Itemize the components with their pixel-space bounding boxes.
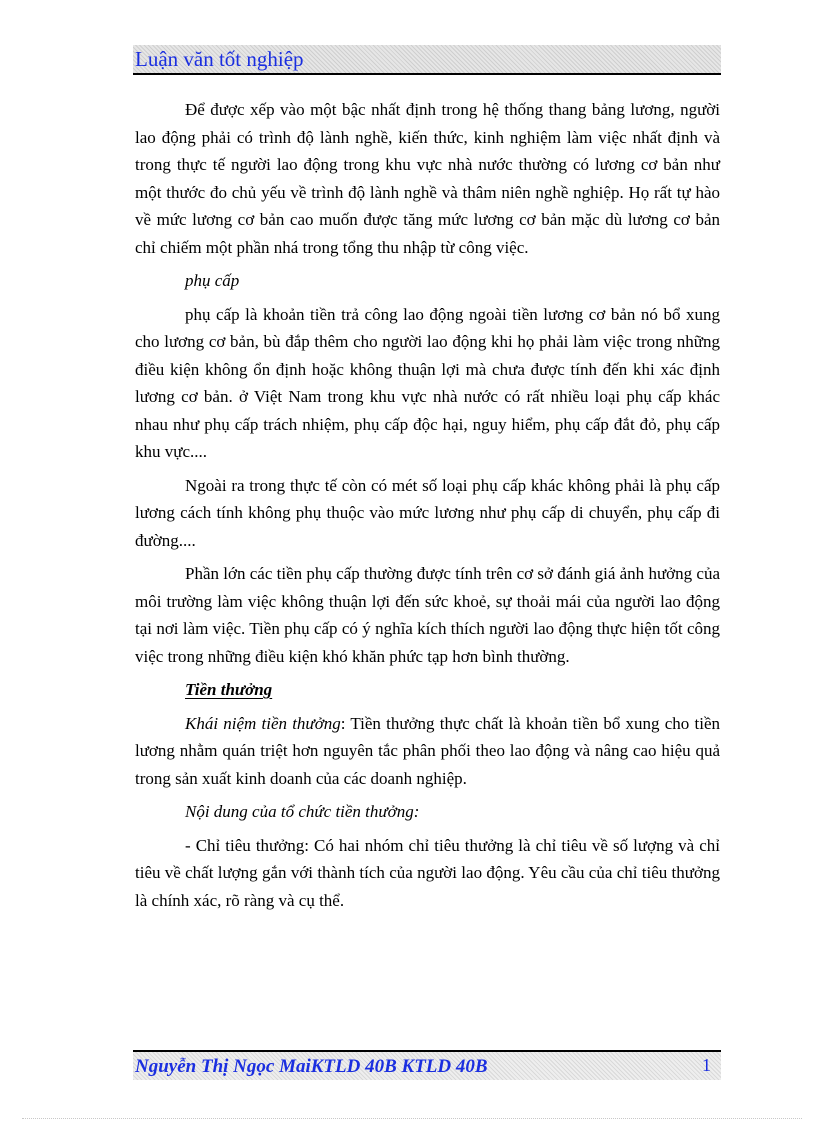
- paragraph-luong-co-ban: Để được xếp vào một bậc nhất định trong hệ thống thang bảng lương, người lao động phải có trình độ lành nghề, kiến thức, kinh nghiệm làm việc nhất định và trong thực tế người lao động trong khu vực nhà nước thường có lương cơ bản như một thước đo chủ yếu về trình độ lành nghề và thâm niên nghề nghiệp. Họ rất tự hào về mức lương cơ bản cao muốn được tăng mức lương cơ bản mặc dù lương cơ bản chỉ chiếm một phần nhá trong tổng thu nhập từ công việc.: [135, 100, 720, 257]
- heading-phu-cap: phụ cấp: [185, 271, 240, 290]
- page-header: [133, 45, 721, 75]
- paragraph-tien-thuong-concept: [135, 710, 720, 793]
- footer-author: Nguyễn Thị Ngọc MaiKTLD 40B KTLD 40B: [135, 1056, 488, 1077]
- page-bottom-edge: [22, 1118, 802, 1119]
- paragraph-phu-cap-other: Ngoài ra trong thực tế còn có mét số loại phụ cấp khác không phải là phụ cấp lương cách tính không phụ thuộc vào mức lương như phụ cấp di chuyển, phụ cấp đi đường....: [135, 475, 720, 550]
- paragraph-phu-cap-definition: phụ cấp là khoản tiền trả công lao động ngoài tiền lương cơ bản nó bổ xung cho lương cơ bản, bù đắp thêm cho người lao động khi họ phải làm việc trong những điều kiện không ổn định hoặc không thuận lợi mà chưa được tính đến khi xác định lương cơ bản. ở Việt Nam trong khu vực nhà nước có rất nhiều loại phụ cấp khác nhau như phụ cấp trách nhiệm, phụ cấp độc hại, nguy hiểm, phụ cấp đắt đỏ, phụ cấp khu vực....: [135, 304, 720, 461]
- header-title: Luận văn tốt nghiệp: [135, 47, 304, 71]
- concept-text: : Tiền thưởng thực chất là khoản tiền bổ xung cho tiền lương nhằm quán triệt hơn nguyên tắc phân phối theo lao động và nâng cao hiệu quả trong sản xuất kinh doanh của các doanh nghiệp.: [135, 713, 720, 788]
- page-number: 1: [702, 1055, 711, 1075]
- concept-label: Khái niệm tiền thưởng: [185, 713, 341, 733]
- heading-noi-dung: Nội dung của tổ chức tiền thưởng:: [185, 802, 420, 821]
- paragraph-phu-cap-basis: Phần lớn các tiền phụ cấp thường được tính trên cơ sở đánh giá ảnh hưởng của môi trường làm việc không thuận lợi đến sức khoẻ, sự thoải mái của người lao động tại nơi làm việc. Tiền phụ cấp có ý nghĩa kích thích người lao động thực hiện tốt công việc trong những điều kiện khó khăn phức tạp hơn bình thường.: [135, 564, 720, 666]
- page-footer: [133, 1050, 721, 1080]
- document-body: [135, 96, 720, 920]
- paragraph-chi-tieu-thuong: - Chỉ tiêu thưởng: Có hai nhóm chỉ tiêu thưởng là chỉ tiêu về số lượng và chỉ tiêu về chất lượng gắn với thành tích của người lao động. Yêu cầu của chỉ tiêu thưởng là chính xác, rõ ràng và cụ thể.: [135, 835, 720, 910]
- heading-tien-thuong: Tiền thưởng: [185, 680, 273, 699]
